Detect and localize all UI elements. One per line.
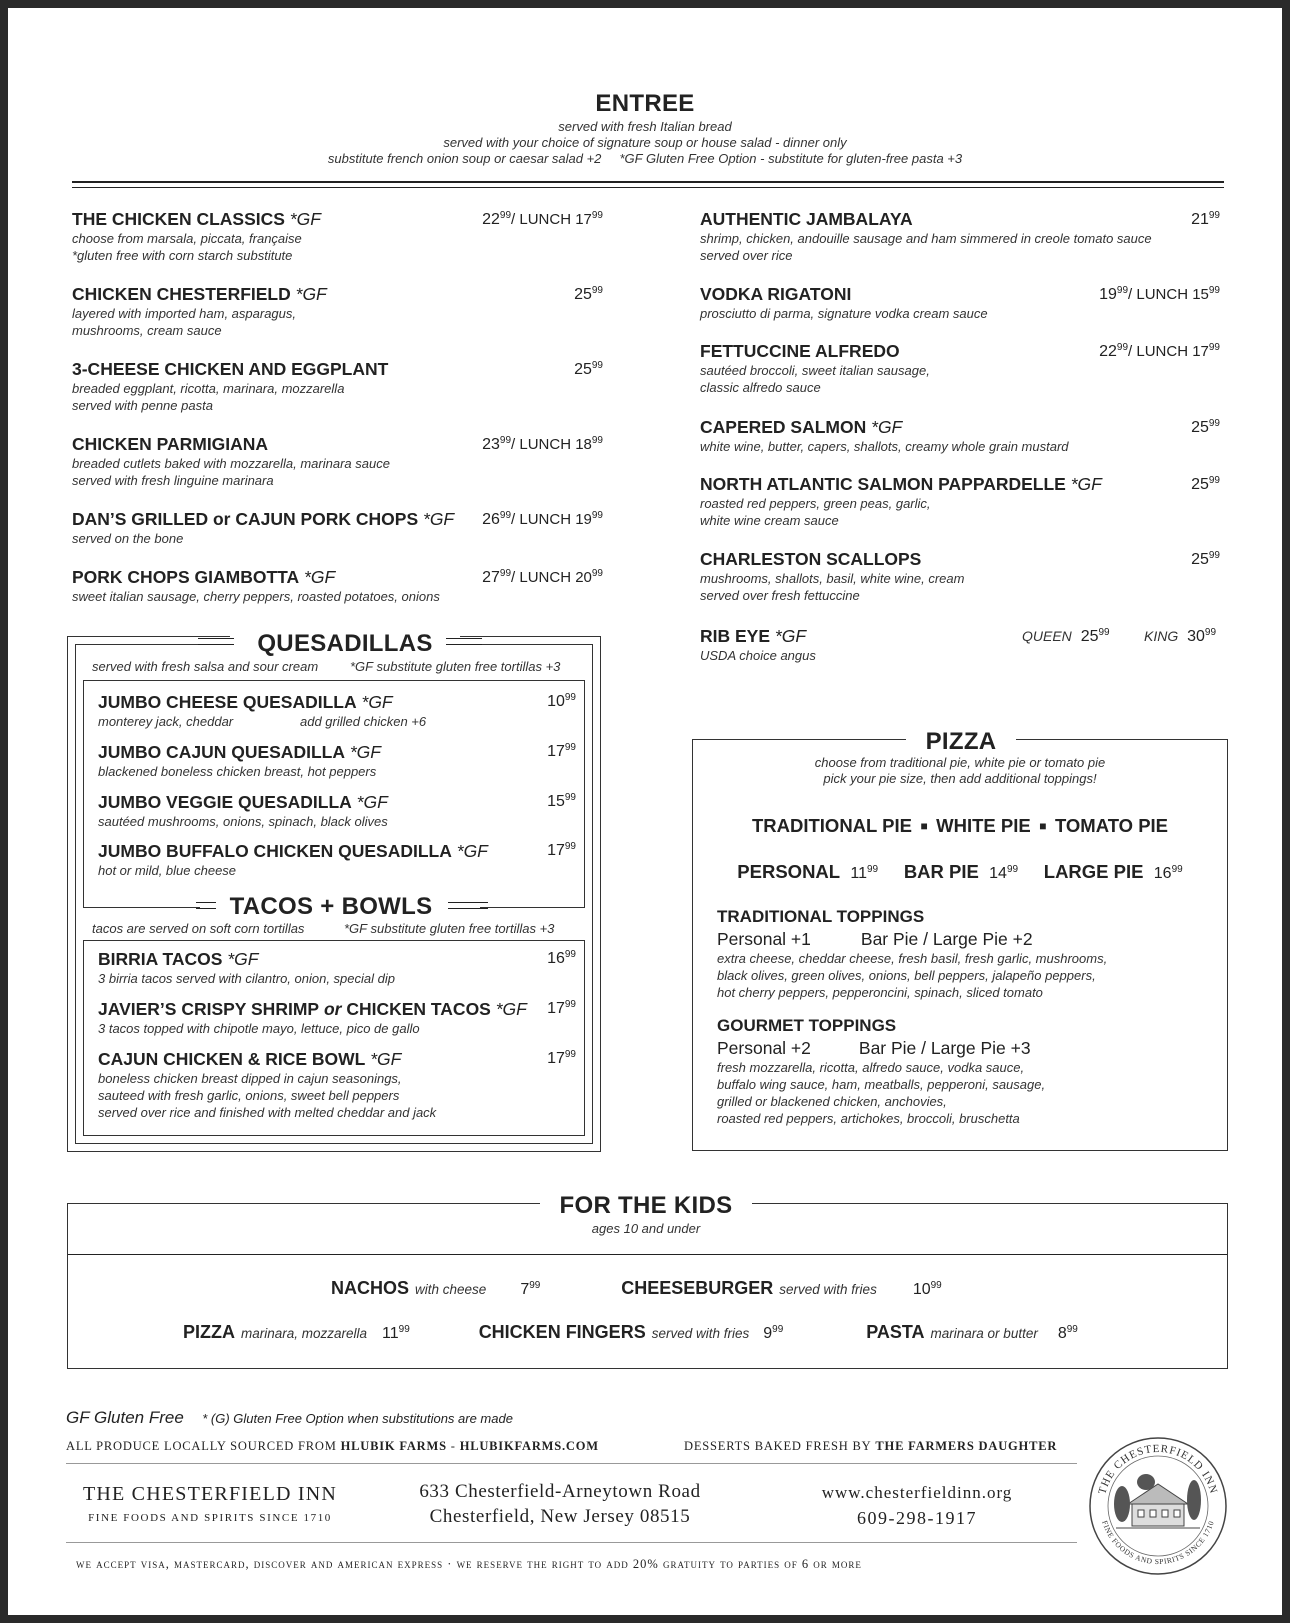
gourmet-list-2: buffalo wing sauce, ham, meatballs, pepperoni, sausage,	[717, 1077, 1046, 1092]
item-price: $17^{99}$	[547, 742, 576, 760]
quesadilla-desc: hot or mild, blue cheese	[98, 863, 237, 878]
taco-name: CAJUN CHICKEN & RICE BOWL *GF	[98, 1049, 402, 1069]
item-price: $17^{99}$	[547, 1049, 576, 1067]
taco-desc: 3 tacos topped with chipotle mayo, lettuce, pico de gallo	[98, 1021, 420, 1036]
menu-item-desc: layered with imported ham, asparagus,	[72, 306, 297, 321]
kids-pasta: PASTA	[866, 1322, 925, 1342]
svg-text:FINE FOODS AND SPIRITS SINCE 1: FINE FOODS AND SPIRITS SINCE 1710	[1100, 1519, 1216, 1567]
menu-item-name: 3-CHEESE CHICKEN AND EGGPLANT	[72, 359, 389, 379]
quesadilla-desc: blackened boneless chicken breast, hot peppers	[98, 764, 377, 779]
menu-item-name: PORK CHOPS GIAMBOTTA *GF	[72, 567, 336, 587]
menu-item-name: CAPERED SALMON *GF	[700, 417, 903, 437]
pizza-sub-2: pick your pie size, then add additional toppings!	[823, 771, 1097, 786]
inn-tagline: FINE FOODS AND SPIRITS SINCE 1710	[88, 1512, 332, 1524]
menu-item-desc: served with penne pasta	[72, 398, 213, 413]
gf-legend	[66, 1408, 513, 1428]
tacos-title-rule-r1	[448, 902, 488, 903]
quesadilla-name: JUMBO BUFFALO CHICKEN QUESADILLA *GF	[98, 841, 488, 861]
pizza-sizes: PERSONAL $11^{99}$ BAR PIE $14^{99}$ LARGE PIE $16^{99}$	[737, 861, 1183, 882]
pizza-title: PIZZA	[925, 728, 997, 755]
pizza-size-bar: BAR PIE	[903, 861, 979, 882]
bottom-border	[0, 1615, 1290, 1623]
footer-divider-2	[66, 1542, 1077, 1543]
address-block	[370, 1481, 750, 1528]
menu-item-desc: served on the bone	[72, 531, 184, 546]
ribeye-king-price: KING $30^{99}$	[1144, 627, 1217, 645]
traditional-toppings-title: TRADITIONAL TOPPINGS	[717, 907, 925, 926]
tacos-sub-right: *GF substitute gluten free tortillas +3	[344, 921, 555, 936]
gf-label: GF Gluten Free	[66, 1408, 184, 1427]
traditional-bar-large: Bar Pie / Large Pie +2	[860, 929, 1033, 949]
menu-item-name: THE CHICKEN CLASSICS *GF	[72, 209, 321, 229]
menu-item-name: CHICKEN CHESTERFIELD *GF	[72, 284, 327, 304]
gourmet-toppings-title: GOURMET TOPPINGS	[717, 1016, 897, 1035]
traditional-list-3: hot cherry peppers, pepperoncini, spinach, sliced tomato	[717, 985, 1043, 1000]
taco-desc: boneless chicken breast dipped in cajun seasonings,	[98, 1071, 402, 1086]
menu-item-name: FETTUCCINE ALFREDO	[700, 341, 900, 361]
menu-item-desc: served over rice	[700, 248, 793, 263]
menu-item-desc: served over fresh fettuccine	[700, 588, 860, 603]
item-price: $25^{99}$	[1191, 475, 1220, 493]
gourmet-personal: Personal +2	[717, 1038, 811, 1058]
ribeye-desc: USDA choice angus	[700, 648, 816, 663]
entree-sub-1: served with fresh Italian bread	[558, 119, 732, 134]
entree-header	[0, 90, 1290, 166]
menu-item-desc: choose from marsala, piccata, française	[72, 231, 302, 246]
menu-item-desc: *gluten free with corn starch substitute	[72, 248, 293, 263]
tacos-title-rule-l1	[196, 902, 216, 903]
kids-title: FOR THE KIDS	[559, 1192, 733, 1219]
item-price: $25^{99}$	[574, 360, 603, 378]
item-price: $16^{99}$	[547, 949, 576, 967]
menu-item-name: NORTH ATLANTIC SALMON PAPPARDELLE *GF	[700, 474, 1102, 494]
item-price: $10^{99}$	[547, 692, 576, 710]
gf-note: * (G) Gluten Free Option when substitutions are made	[202, 1411, 513, 1426]
traditional-personal: Personal +1	[717, 929, 811, 949]
menu-item-desc: prosciutto di parma, signature vodka cream sauce	[700, 306, 988, 321]
pizza-type-white: WHITE PIE	[936, 815, 1031, 836]
item-price: $22^{99}/$ LUNCH $17^{99}$	[482, 210, 603, 228]
pizza-type-traditional: TRADITIONAL PIE	[751, 815, 912, 836]
item-price: $17^{99}$	[547, 841, 576, 859]
kids-pizza: PIZZA	[183, 1322, 235, 1342]
item-price: $27^{99}/$ LUNCH $20^{99}$	[482, 568, 603, 586]
item-price: $25^{99}$	[574, 285, 603, 303]
tacos-title-rule-l2	[196, 908, 216, 909]
pizza-type-tomato: TOMATO PIE	[1054, 815, 1169, 836]
tacos-title: TACOS + BOWLS	[229, 893, 433, 920]
tacos-title-rule-r2	[448, 908, 488, 909]
menu-item-desc: white wine, butter, capers, shallots, creamy whole grain mustard	[700, 439, 1069, 454]
taco-name: JAVIER’S CRISPY SHRIMP or CHICKEN TACOS *GF	[98, 999, 527, 1019]
inn-name: THE CHESTERFIELD INN	[83, 1483, 337, 1505]
pizza-size-large: LARGE PIE	[1043, 861, 1144, 882]
taco-name: BIRRIA TACOS *GF	[98, 949, 259, 969]
kids-nachos: NACHOS	[331, 1278, 410, 1298]
entree-sub-3: substitute french onion soup or caesar salad +2 *GF Gluten Free Option - substitute for gluten-free pasta +3	[327, 151, 963, 166]
quesadilla-name: JUMBO CAJUN QUESADILLA *GF	[98, 742, 381, 762]
menu-item-desc: shrimp, chicken, andouille sausage and ham simmered in creole tomato sauce	[700, 231, 1152, 246]
menu-item-desc: breaded eggplant, ricotta, marinara, mozzarella	[72, 381, 345, 396]
quesadilla-desc: monterey jack, cheddar	[98, 714, 234, 729]
entree-divider-bottom	[72, 187, 1224, 188]
menu-item-desc: sautéed broccoli, sweet italian sausage,	[700, 363, 930, 378]
taco-desc: served over rice and finished with melted cheddar and jack	[98, 1105, 437, 1120]
pizza-sub-1: choose from traditional pie, white pie or tomato pie	[814, 755, 1106, 770]
taco-desc: 3 birria tacos served with cilantro, onion, special dip	[98, 971, 395, 986]
menu-item-desc: classic alfredo sauce	[700, 380, 821, 395]
kids-sub: ages 10 and under	[591, 1221, 701, 1236]
quesadillas-title-rule-l1	[198, 638, 234, 639]
gourmet-list-3: grilled or blackened chicken, anchovies,	[717, 1094, 947, 1109]
top-border	[0, 0, 1290, 8]
item-price: $25^{99}$	[1191, 550, 1220, 568]
website-link[interactable]: www.chesterfieldinn.org	[821, 1483, 1013, 1502]
entree-divider-top	[72, 181, 1224, 183]
menu-item-desc: breaded cutlets baked with mozzarella, marinara sauce	[72, 456, 390, 471]
produce-line: ALL PRODUCE LOCALLY SOURCED FROM HLUBIK FARMS - HLUBIKFARMS.COM	[66, 1439, 599, 1453]
menu-item-desc: mushrooms, shallots, basil, white wine, cream	[700, 571, 965, 586]
pizza-type-separator-1: ■	[917, 819, 932, 833]
inn-block	[62, 1483, 358, 1524]
kids-chicken-fingers: CHICKEN FINGERS	[478, 1322, 646, 1342]
gourmet-list-1: fresh mozzarella, ricotta, alfredo sauce, vodka sauce,	[717, 1060, 1025, 1075]
menu-item-desc: white wine cream sauce	[700, 513, 839, 528]
left-border	[0, 0, 8, 1623]
item-price: $25^{99}$	[1191, 418, 1220, 436]
quesadilla-name: JUMBO VEGGIE QUESADILLA *GF	[98, 792, 388, 812]
quesadilla-extra: add grilled chicken +6	[300, 714, 427, 729]
kids-header	[540, 1192, 752, 1236]
pizza-types	[692, 815, 1228, 837]
item-price: $26^{99}/$ LUNCH $19^{99}$	[482, 510, 603, 528]
footer-divider-1	[66, 1463, 1077, 1464]
kids-row-1: NACHOS with cheese $7^{99}$ CHEESEBURGER served with fries $10^{99}$	[331, 1278, 942, 1298]
gourmet-list-4: roasted red peppers, artichokes, broccoli, bruschetta	[717, 1111, 1020, 1126]
phone-number[interactable]: 609-298-1917	[857, 1508, 977, 1528]
menu-item-name: VODKA RIGATONI	[700, 284, 852, 304]
tacos-sub-left: tacos are served on soft corn tortillas	[92, 921, 305, 936]
quesadillas-sub-right: *GF substitute gluten free tortillas +3	[350, 659, 561, 674]
right-border	[1282, 0, 1290, 1623]
traditional-list-1: extra cheese, cheddar cheese, fresh basil, fresh garlic, mushrooms,	[717, 951, 1108, 966]
item-price: $19^{99}/$ LUNCH $15^{99}$	[1099, 285, 1220, 303]
quesadilla-name: JUMBO CHEESE QUESADILLA *GF	[98, 692, 393, 712]
menu-item-desc: mushrooms, cream sauce	[72, 323, 222, 338]
payment-note: we accept visa, mastercard, discover and american express · we reserve the right to add 20% gratuity to parties of 6 or more	[76, 1557, 862, 1571]
entree-title: ENTREE	[595, 90, 695, 117]
menu-item-name: CHICKEN PARMIGIANA	[72, 434, 269, 454]
ribeye-name: RIB EYE *GF	[700, 626, 807, 646]
item-price: $15^{99}$	[547, 792, 576, 810]
kids-divider	[68, 1254, 1227, 1255]
entree-sub-2: served with your choice of signature soup or house salad - dinner only	[443, 135, 847, 150]
gourmet-toppings	[717, 1016, 1045, 1127]
menu-item-name: CHARLESTON SCALLOPS	[700, 549, 922, 569]
menu-item-desc: roasted red peppers, green peas, garlic,	[700, 496, 931, 511]
menu-item-desc: served with fresh linguine marinara	[72, 473, 274, 488]
kids-cheeseburger: CHEESEBURGER	[621, 1278, 774, 1298]
pizza-subs	[692, 755, 1228, 786]
svg-text:THE CHESTERFIELD INN: THE CHESTERFIELD INN	[1096, 1442, 1220, 1496]
quesadillas-sub-left: served with fresh salsa and sour cream	[92, 659, 319, 674]
item-price: $17^{99}$	[547, 999, 576, 1017]
inn-seal	[1086, 1434, 1230, 1578]
gourmet-bar-large: Bar Pie / Large Pie +3	[858, 1038, 1031, 1058]
taco-desc: sauteed with fresh garlic, onions, sweet bell peppers	[98, 1088, 400, 1103]
quesadillas-title-rule-l2	[198, 644, 234, 645]
menu-item-name: AUTHENTIC JAMBALAYA	[700, 209, 913, 229]
address-line-1: 633 Chesterfield-Arneytown Road	[419, 1481, 701, 1502]
menu-item-desc: sweet italian sausage, cherry peppers, roasted potatoes, onions	[72, 589, 440, 604]
pizza-size-personal: PERSONAL	[737, 861, 841, 882]
ribeye-queen-price: QUEEN $25^{99}$	[1022, 627, 1110, 645]
quesadillas-title: QUESADILLAS	[257, 630, 433, 657]
item-price: $22^{99}/$ LUNCH $17^{99}$	[1099, 342, 1220, 360]
menu-item-name: DAN’S GRILLED or CAJUN PORK CHOPS *GF	[72, 509, 455, 529]
pizza-type-separator-2: ■	[1035, 819, 1050, 833]
kids-row-2: PIZZA marinara, mozzarella $11^{99}$ CHICKEN FINGERS served with fries $9^{99}$ PASTA marinara or butter $8^{99}$	[183, 1322, 1078, 1342]
quesadilla-desc: sautéed mushrooms, onions, spinach, black olives	[98, 814, 388, 829]
address-line-2: Chesterfield, New Jersey 08515	[429, 1506, 691, 1527]
desserts-line: DESSERTS BAKED FRESH BY THE FARMERS DAUGHTER	[684, 1439, 1058, 1453]
item-price: $23^{99}/$ LUNCH $18^{99}$	[482, 435, 603, 453]
contact-block	[772, 1483, 1062, 1529]
item-price: $21^{99}$	[1191, 210, 1220, 228]
traditional-list-2: black olives, green olives, onions, bell peppers, jalapeño peppers,	[717, 968, 1096, 983]
traditional-toppings	[717, 907, 1107, 1001]
